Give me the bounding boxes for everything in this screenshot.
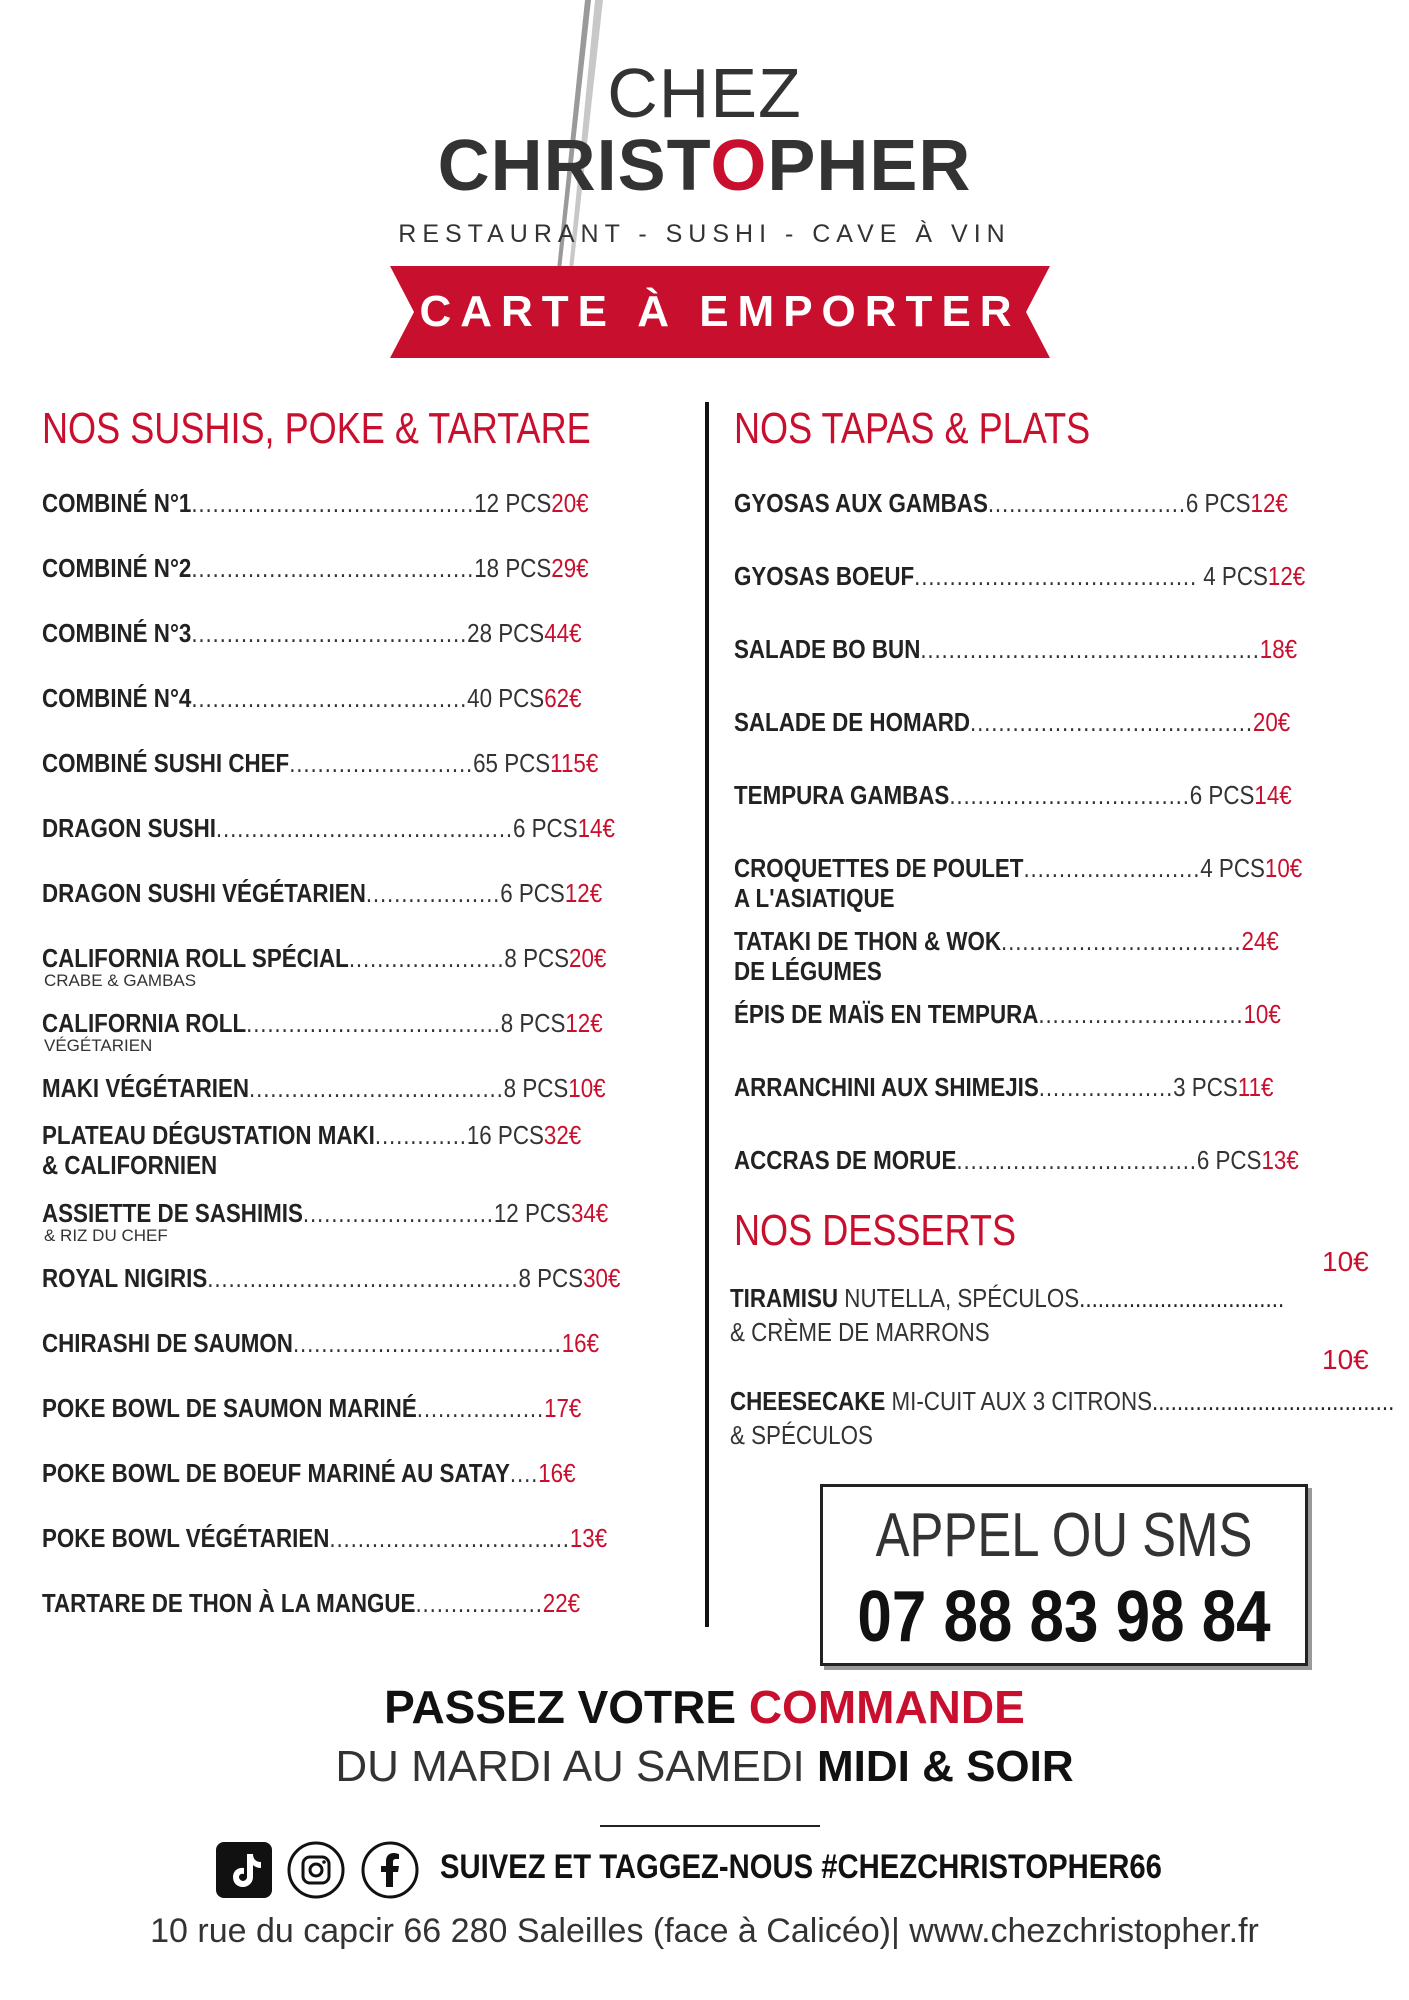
- menu-item: [42, 878, 602, 908]
- item-price: 32€: [543, 1120, 582, 1150]
- item-name: COMBINÉ SUSHI CHEF: [42, 748, 290, 778]
- dessert-description: MI-CUIT AUX 3 CITRONS: [885, 1386, 1153, 1416]
- item-price: 12€: [565, 1008, 603, 1038]
- menu-item: [734, 634, 1297, 664]
- dessert-price: 10€: [1322, 1344, 1369, 1375]
- item-subtitle: VÉGÉTARIEN: [44, 1036, 153, 1055]
- item-price: 14€: [1254, 780, 1292, 810]
- order-headline: [0, 1680, 1409, 1734]
- item-leader-dots: ..................................: [949, 780, 1190, 810]
- dessert-leader-dots: .......................................: [1152, 1386, 1395, 1416]
- item-name: ACCRAS DE MORUE: [734, 1145, 957, 1175]
- item-quantity: 6 PCS: [500, 878, 565, 908]
- item-quantity: 4 PCS: [1197, 561, 1268, 591]
- item-price: 34€: [570, 1198, 609, 1228]
- item-quantity: 65 PCS: [473, 748, 551, 778]
- item-price: 22€: [542, 1588, 581, 1618]
- item-name: CALIFORNIA ROLL SPÉCIAL: [42, 943, 349, 973]
- item-price: 20€: [551, 488, 589, 518]
- item-quantity: 18 PCS: [474, 553, 552, 583]
- menu-item: [42, 1008, 603, 1038]
- item-price: 20€: [1252, 707, 1291, 737]
- item-name: GYOSAS AUX GAMBAS: [734, 488, 988, 518]
- item-name: COMBINÉ N°3: [42, 618, 192, 648]
- menu-item: [42, 1198, 608, 1228]
- item-subtitle: & CALIFORNIEN: [42, 1150, 218, 1180]
- logo-chez: CHEZ: [607, 54, 802, 132]
- item-name: ROYAL NIGIRIS: [42, 1263, 208, 1293]
- item-quantity: 6 PCS: [512, 813, 578, 843]
- item-name: POKE BOWL DE SAUMON MARINÉ: [42, 1393, 417, 1423]
- menu-item: [734, 561, 1305, 591]
- item-name: SALADE BO BUN: [734, 634, 921, 664]
- call-label: APPEL OU SMS: [875, 1501, 1253, 1570]
- item-price: 10€: [1243, 999, 1281, 1029]
- item-leader-dots: ..................................: [329, 1523, 570, 1553]
- item-leader-dots: ....: [509, 1458, 539, 1488]
- logo-name-o: O: [710, 126, 768, 206]
- item-name: CALIFORNIA ROLL: [42, 1008, 247, 1038]
- item-leader-dots: ..................: [415, 1588, 543, 1618]
- item-price: 10€: [1264, 853, 1303, 883]
- banner-title: CARTE À EMPORTER: [419, 287, 1021, 336]
- item-leader-dots: ..........................: [289, 748, 474, 778]
- menu-item: [42, 488, 589, 518]
- menu-item: [42, 1523, 607, 1553]
- item-price: 62€: [544, 683, 582, 713]
- item-price: 14€: [577, 813, 615, 843]
- item-price: 30€: [583, 1263, 621, 1293]
- opening-days: [0, 1742, 1409, 1792]
- menu-item: [734, 707, 1290, 737]
- item-name: ASSIETTE DE SASHIMIS: [42, 1198, 303, 1228]
- item-price: 29€: [551, 553, 589, 583]
- item-name: ÉPIS DE MAÏS EN TEMPURA: [734, 999, 1039, 1029]
- item-price: 11€: [1237, 1072, 1274, 1102]
- logo-name-b: PHER: [767, 126, 972, 206]
- item-quantity: 6 PCS: [1189, 780, 1255, 810]
- menu-item: [42, 1120, 581, 1150]
- item-quantity: 4 PCS: [1200, 853, 1265, 883]
- item-subtitle: CRABE & GAMBAS: [44, 971, 197, 990]
- dessert-item: [730, 1283, 1284, 1313]
- item-name: TEMPURA GAMBAS: [734, 780, 950, 810]
- item-price: 18€: [1259, 634, 1298, 664]
- menu-item: [42, 1073, 606, 1103]
- dessert-description: NUTELLA, SPÉCULOS: [838, 1283, 1080, 1313]
- item-price: 16€: [538, 1458, 576, 1488]
- item-name: MAKI VÉGÉTARIEN: [42, 1073, 250, 1103]
- item-quantity: 8 PCS: [500, 1008, 566, 1038]
- follow-us-text: SUIVEZ ET TAGGEZ-NOUS #CHEZCHRISTOPHER66: [440, 1848, 1162, 1886]
- item-leader-dots: .......................................: [191, 618, 468, 648]
- item-name: DRAGON SUSHI: [42, 813, 216, 843]
- logo-name: [0, 126, 1409, 206]
- item-leader-dots: .............................: [1038, 999, 1244, 1029]
- item-quantity: 12 PCS: [474, 488, 552, 518]
- menu-item: [42, 618, 582, 648]
- instagram-icon[interactable]: [286, 1840, 346, 1900]
- section-title-tapas: NOS TAPAS & PLATS: [734, 404, 1091, 453]
- menu-item: [42, 683, 582, 713]
- menu-item: [42, 1263, 620, 1293]
- menu-item: [734, 926, 1279, 956]
- item-quantity: 6 PCS: [1185, 488, 1251, 518]
- logo-tagline: RESTAURANT - SUSHI - CAVE À VIN: [398, 220, 1011, 248]
- item-price: 44€: [544, 618, 582, 648]
- dessert-subtitle: & SPÉCULOS: [730, 1420, 873, 1450]
- item-subtitle: & RIZ DU CHEF: [44, 1226, 168, 1245]
- item-leader-dots: ...................: [1038, 1072, 1174, 1102]
- menu-item: [42, 1393, 581, 1423]
- menu-item: [42, 813, 615, 843]
- item-leader-dots: ...................: [365, 878, 501, 908]
- menu-item: [42, 1588, 580, 1618]
- item-leader-dots: ...........................: [302, 1198, 494, 1228]
- item-quantity: 3 PCS: [1173, 1072, 1238, 1102]
- item-quantity: 40 PCS: [467, 683, 545, 713]
- item-quantity: 8 PCS: [504, 943, 570, 973]
- tiktok-icon[interactable]: [214, 1840, 274, 1900]
- menu-item: [734, 1072, 1273, 1102]
- item-leader-dots: ........................................: [191, 553, 475, 583]
- item-quantity: 8 PCS: [503, 1073, 569, 1103]
- item-leader-dots: .............: [374, 1120, 467, 1150]
- order-text: PASSEZ VOTRE: [384, 1681, 749, 1733]
- item-price: 16€: [561, 1328, 600, 1358]
- menu-item: [42, 553, 589, 583]
- item-name: COMBINÉ N°4: [42, 683, 192, 713]
- item-name: POKE BOWL VÉGÉTARIEN: [42, 1523, 330, 1553]
- item-leader-dots: ............................................: [207, 1263, 519, 1293]
- menu-item: [42, 748, 598, 778]
- item-name: DRAGON SUSHI VÉGÉTARIEN: [42, 878, 366, 908]
- item-leader-dots: ......................................: [292, 1328, 562, 1358]
- item-subtitle: DE LÉGUMES: [734, 956, 882, 986]
- order-text-highlight: COMMANDE: [748, 1681, 1025, 1733]
- item-name: SALADE DE HOMARD: [734, 707, 971, 737]
- item-price: 115€: [550, 748, 599, 778]
- menu-item: [42, 943, 606, 973]
- section-title-sushis: NOS SUSHIS, POKE & TARTARE: [42, 404, 591, 453]
- item-leader-dots: .........................: [1023, 853, 1201, 883]
- item-name: COMBINÉ N°1: [42, 488, 192, 518]
- item-name: COMBINÉ N°2: [42, 553, 192, 583]
- item-price: 17€: [544, 1393, 582, 1423]
- menu-item: [734, 1145, 1299, 1175]
- dessert-subtitle: & CRÈME DE MARRONS: [730, 1317, 990, 1347]
- item-price: 13€: [569, 1523, 608, 1553]
- item-leader-dots: ............................: [987, 488, 1186, 518]
- menu-item: [42, 1458, 576, 1488]
- phone-number[interactable]: 07 88 83 98 84: [857, 1577, 1271, 1657]
- item-leader-dots: ....................................: [249, 1073, 504, 1103]
- menu-item: [42, 1328, 599, 1358]
- item-leader-dots: ..................................: [1001, 926, 1242, 956]
- item-leader-dots: ..........................................: [215, 813, 513, 843]
- item-name: ARRANCHINI AUX SHIMEJIS: [734, 1072, 1039, 1102]
- column-divider: [705, 402, 709, 1627]
- item-quantity: 6 PCS: [1196, 1145, 1262, 1175]
- item-subtitle: A L'ASIATIQUE: [734, 883, 895, 913]
- days-text: DU MARDI AU SAMEDI: [335, 1742, 817, 1791]
- item-price: 12€: [1250, 488, 1288, 518]
- item-leader-dots: ......................: [348, 943, 505, 973]
- item-leader-dots: ..................: [416, 1393, 545, 1423]
- item-name: PLATEAU DÉGUSTATION MAKI: [42, 1120, 375, 1150]
- item-leader-dots: ................................................: [920, 634, 1260, 664]
- logo-name-a: CHRIST: [437, 126, 711, 206]
- dessert-name: TIRAMISU: [730, 1283, 839, 1313]
- item-leader-dots: ..................................: [956, 1145, 1197, 1175]
- item-name: CHIRASHI DE SAUMON: [42, 1328, 293, 1358]
- item-leader-dots: ........................................: [191, 488, 475, 518]
- item-name: CROQUETTES DE POULET: [734, 853, 1024, 883]
- item-price: 24€: [1241, 926, 1279, 956]
- dessert-price: 10€: [1322, 1246, 1369, 1277]
- menu-item: [734, 780, 1292, 810]
- address-line: 10 rue du capcir 66 280 Saleilles (face à Calicéo)| www.chezchristopher.fr: [150, 1912, 1259, 1950]
- item-price: 20€: [569, 943, 607, 973]
- item-leader-dots: ........................................: [970, 707, 1253, 737]
- item-quantity: 28 PCS: [467, 618, 545, 648]
- footer-rule: [600, 1825, 820, 1827]
- item-leader-dots: ........................................: [914, 561, 1198, 591]
- item-price: 12€: [564, 878, 603, 908]
- menu-item: [734, 999, 1281, 1029]
- item-name: TATAKI DE THON & WOK: [734, 926, 1002, 956]
- dessert-item: [730, 1386, 1394, 1416]
- item-quantity: 8 PCS: [518, 1263, 584, 1293]
- item-name: TARTARE DE THON À LA MANGUE: [42, 1588, 416, 1618]
- item-name: GYOSAS BOEUF: [734, 561, 915, 591]
- item-leader-dots: ....................................: [246, 1008, 501, 1038]
- item-quantity: 16 PCS: [466, 1120, 544, 1150]
- menu-item: [734, 488, 1288, 518]
- item-price: 10€: [568, 1073, 606, 1103]
- item-price: 12€: [1267, 561, 1306, 591]
- section-title-desserts: NOS DESSERTS: [734, 1206, 1017, 1255]
- menu-item: [734, 853, 1302, 883]
- days-text-bold: MIDI & SOIR: [816, 1742, 1074, 1791]
- dessert-leader-dots: .................................: [1079, 1283, 1285, 1313]
- item-name: POKE BOWL DE BOEUF MARINÉ AU SATAY: [42, 1458, 510, 1488]
- dessert-name: CHEESECAKE: [730, 1386, 886, 1416]
- item-price: 13€: [1261, 1145, 1299, 1175]
- item-quantity: 12 PCS: [493, 1198, 571, 1228]
- facebook-icon[interactable]: [360, 1840, 420, 1900]
- item-leader-dots: .......................................: [191, 683, 468, 713]
